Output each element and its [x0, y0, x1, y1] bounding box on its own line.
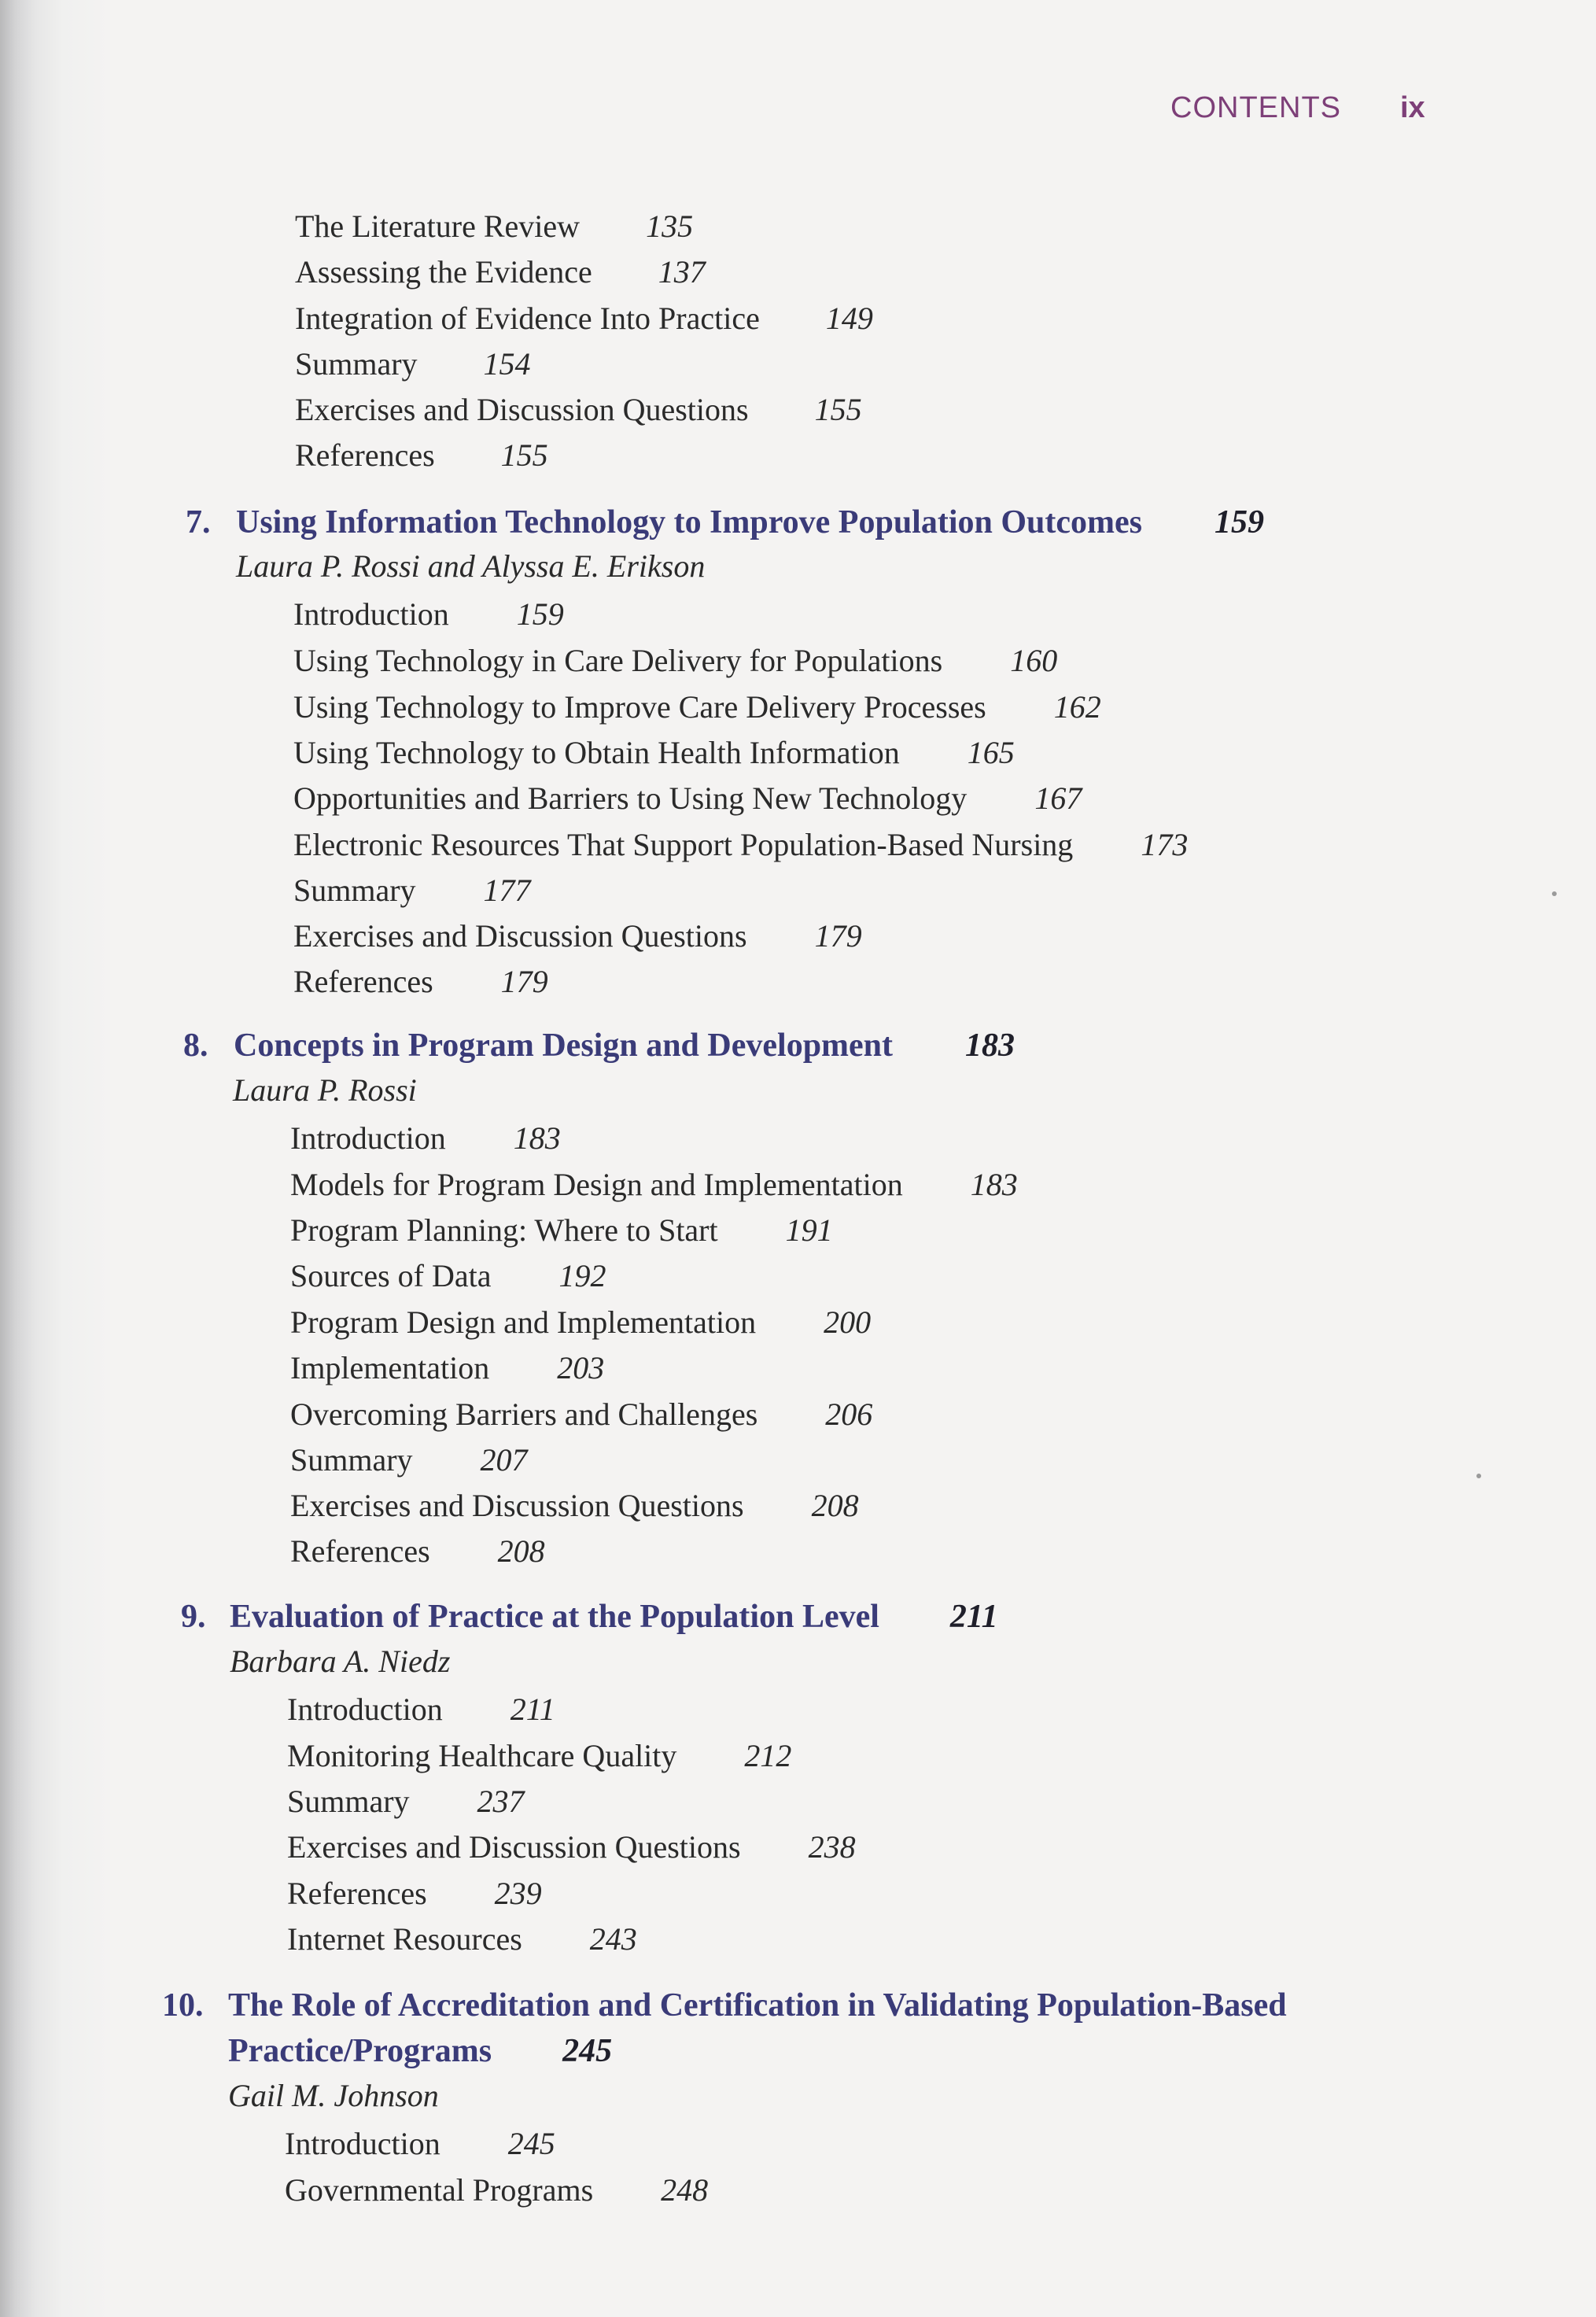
toc-entry[interactable] — [285, 2172, 709, 2208]
chapter-heading-7[interactable] — [186, 506, 1264, 539]
toc-entry-title: Monitoring Healthcare Quality — [287, 1738, 677, 1773]
toc-entry-title: Using Technology to Obtain Health Information — [293, 735, 900, 770]
chapter-heading-10[interactable] — [162, 1989, 1287, 2022]
toc-entry[interactable] — [287, 1694, 555, 1725]
toc-entry[interactable] — [290, 1396, 873, 1432]
toc-entry-title: Summary — [293, 873, 416, 908]
toc-entry-title: Introduction — [290, 1120, 446, 1156]
toc-entry[interactable] — [290, 1120, 561, 1156]
toc-entry[interactable] — [287, 1878, 542, 1909]
toc-entry-title: Implementation — [290, 1350, 490, 1385]
toc-entry-title: Models for Program Design and Implementation — [290, 1167, 903, 1202]
toc-entry-title: Opportunities and Barriers to Using New Technology — [293, 780, 968, 816]
toc-entry-page: 165 — [967, 735, 1015, 770]
chapter-number: 7. — [186, 504, 211, 541]
toc-entry-page: 135 — [646, 208, 694, 244]
toc-entry-title: Exercises and Discussion Questions — [290, 1488, 744, 1523]
toc-entry-title: Integration of Evidence Into Practice — [295, 301, 760, 336]
toc-entry[interactable] — [290, 1533, 545, 1569]
chapter-heading-9[interactable] — [181, 1600, 998, 1633]
toc-entry-page: 192 — [558, 1258, 606, 1293]
toc-entry-page: 211 — [510, 1692, 555, 1727]
toc-entry-page: 245 — [507, 2126, 555, 2161]
toc-entry-title: References — [287, 1876, 427, 1911]
toc-entry-title: Summary — [290, 1442, 413, 1478]
toc-entry-page: 208 — [497, 1533, 545, 1569]
toc-entry[interactable] — [293, 780, 1082, 816]
chapter-number: 9. — [181, 1599, 206, 1635]
toc-entry-page: 167 — [1034, 780, 1082, 816]
toc-entry-title: Assessing the Evidence — [295, 254, 592, 290]
chapter-page: 183 — [965, 1028, 1015, 1064]
toc-entry[interactable] — [290, 1169, 1018, 1201]
chapter-title: Concepts in Program Design and Development — [234, 1028, 894, 1064]
toc-entry-page: 173 — [1141, 827, 1189, 862]
toc-entry[interactable] — [290, 1304, 872, 1340]
toc-entry-title: Electronic Resources That Support Population-Based Nursing — [293, 827, 1074, 862]
toc-entry[interactable] — [295, 256, 706, 288]
chapter-number: 10. — [162, 1987, 204, 2024]
toc-entry-title: Introduction — [285, 2126, 440, 2161]
chapter-page: 245 — [562, 2033, 613, 2069]
toc-entry-page: 183 — [970, 1167, 1018, 1202]
running-header-title: CONTENTS — [1170, 91, 1341, 124]
toc-entry[interactable] — [295, 437, 548, 473]
toc-entry-title: Overcoming Barriers and Challenges — [290, 1396, 758, 1432]
toc-entry-title: Program Planning: Where to Start — [290, 1212, 718, 1248]
toc-entry[interactable] — [290, 1490, 859, 1522]
toc-entry-page: 149 — [825, 301, 873, 336]
toc-entry-title: Sources of Data — [290, 1258, 492, 1293]
toc-entry-page: 177 — [483, 873, 531, 908]
toc-entry[interactable] — [295, 346, 531, 382]
toc-entry-page: 155 — [500, 437, 548, 473]
toc-entry-title: Using Technology to Improve Care Delivery Processes — [293, 689, 986, 725]
toc-entry-title: Internet Resources — [287, 1921, 522, 1957]
toc-entry[interactable] — [287, 1921, 637, 1957]
scan-speck — [1476, 1474, 1481, 1478]
chapter-title: Using Information Technology to Improve Population Outcomes — [236, 504, 1142, 541]
chapter-page: 159 — [1215, 504, 1264, 541]
toc-entry[interactable] — [295, 208, 694, 244]
toc-entry-page: 155 — [814, 392, 862, 427]
toc-entry-title: References — [290, 1533, 430, 1569]
toc-entry[interactable] — [287, 1786, 525, 1817]
toc-entry-page: 248 — [661, 2172, 709, 2208]
toc-entry-title: Introduction — [287, 1692, 443, 1727]
toc-entry-title: Exercises and Discussion Questions — [295, 392, 749, 427]
toc-entry-page: 200 — [824, 1304, 872, 1340]
toc-entry[interactable] — [287, 1740, 791, 1772]
chapter-title-line-1: The Role of Accreditation and Certification in Validating Population-Based — [228, 1987, 1287, 2024]
toc-entry-page: 179 — [814, 918, 862, 954]
toc-entry-page: 203 — [557, 1350, 605, 1385]
chapter-authors: Laura P. Rossi and Alyssa E. Erikson — [236, 548, 706, 584]
toc-entry-page: 212 — [744, 1738, 792, 1773]
chapter-number: 8. — [183, 1028, 208, 1064]
toc-entry-title: References — [295, 437, 435, 473]
chapter-title-line-2: Practice/Programs — [228, 2033, 492, 2069]
toc-entry[interactable] — [290, 1260, 606, 1292]
toc-entry[interactable] — [290, 1212, 833, 1248]
chapter-title: Evaluation of Practice at the Population Level — [230, 1599, 879, 1635]
toc-entry-title: Summary — [295, 346, 418, 382]
toc-entry[interactable] — [293, 829, 1188, 861]
toc-entry[interactable] — [293, 875, 531, 906]
toc-entry[interactable] — [287, 1829, 856, 1865]
chapter-authors: Laura P. Rossi — [233, 1072, 417, 1108]
chapter-heading-10-continued[interactable] — [228, 2035, 612, 2068]
toc-entry[interactable] — [293, 966, 548, 998]
chapter-page: 211 — [949, 1599, 998, 1635]
toc-entry-page: 239 — [494, 1876, 542, 1911]
toc-entry-title: Exercises and Discussion Questions — [293, 918, 747, 954]
toc-entry-page: 159 — [516, 596, 564, 632]
toc-entry-page: 154 — [483, 346, 531, 382]
toc-entry-title: Introduction — [293, 596, 449, 632]
toc-entry-page: 160 — [1010, 643, 1058, 678]
toc-entry-page: 206 — [825, 1396, 873, 1432]
toc-entry-page: 137 — [658, 254, 706, 290]
toc-entry[interactable] — [293, 596, 564, 632]
toc-entry[interactable] — [285, 2128, 555, 2160]
toc-entry-title: References — [293, 964, 433, 999]
toc-entry-page: 208 — [811, 1488, 859, 1523]
toc-entry[interactable] — [295, 303, 873, 334]
running-header-page-number: ix — [1400, 91, 1425, 124]
toc-entry-title: Program Design and Implementation — [290, 1304, 757, 1340]
toc-entry-title: The Literature Review — [295, 208, 581, 244]
toc-entry-page: 183 — [513, 1120, 561, 1156]
chapter-authors: Gail M. Johnson — [228, 2078, 439, 2113]
toc-entry-title: Summary — [287, 1784, 410, 1819]
toc-entry[interactable] — [293, 689, 1101, 725]
chapter-heading-8[interactable] — [183, 1029, 1015, 1062]
toc-entry-title: Using Technology in Care Delivery for Populations — [293, 643, 943, 678]
toc-entry-page: 179 — [500, 964, 548, 999]
toc-entry-page: 243 — [589, 1921, 637, 1957]
toc-entry[interactable] — [295, 394, 862, 426]
chapter-authors: Barbara A. Niedz — [230, 1644, 451, 1679]
toc-entry[interactable] — [293, 918, 862, 954]
toc-entry-page: 207 — [480, 1442, 528, 1478]
toc-entry[interactable] — [290, 1444, 528, 1476]
toc-entry[interactable] — [293, 737, 1015, 769]
toc-entry[interactable] — [293, 645, 1057, 677]
toc-entry-page: 237 — [477, 1784, 525, 1819]
toc-entry-title: Governmental Programs — [285, 2172, 594, 2208]
toc-entry-page: 162 — [1053, 689, 1101, 725]
toc-entry-page: 238 — [808, 1829, 856, 1865]
scan-speck — [1552, 891, 1557, 896]
toc-entry-page: 191 — [785, 1212, 833, 1248]
toc-entry[interactable] — [290, 1352, 604, 1384]
toc-entry-title: Exercises and Discussion Questions — [287, 1829, 741, 1865]
